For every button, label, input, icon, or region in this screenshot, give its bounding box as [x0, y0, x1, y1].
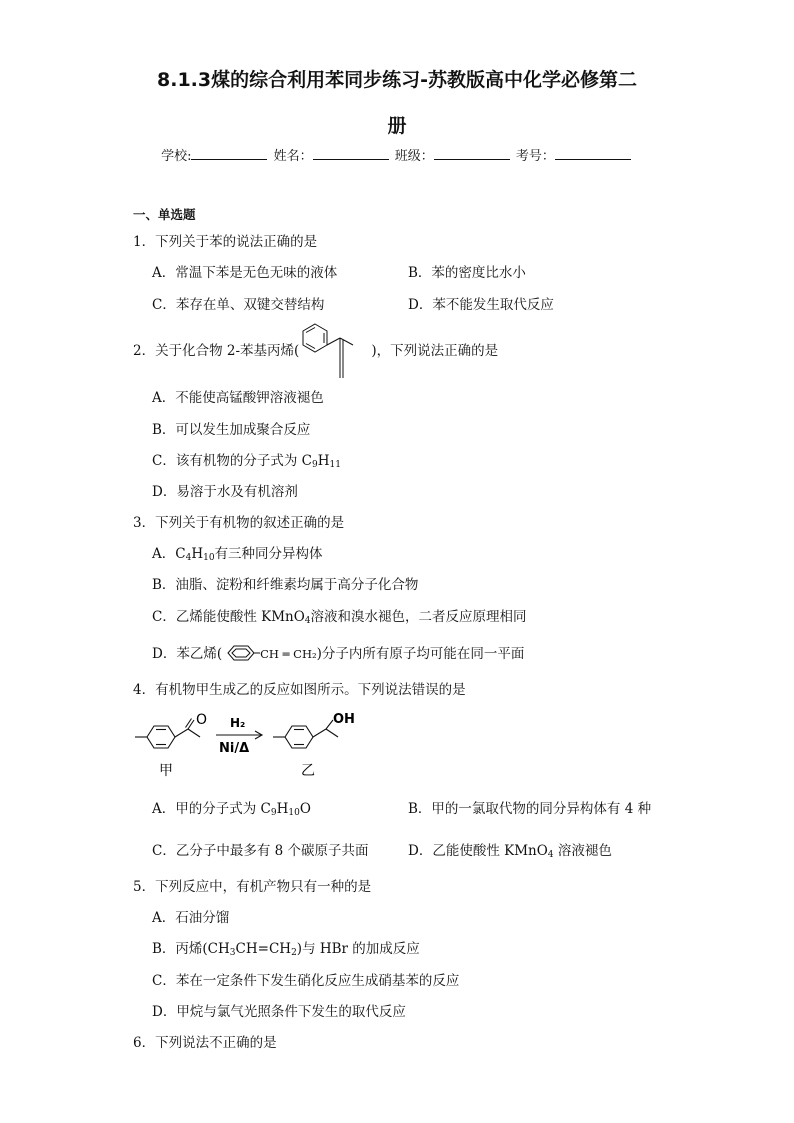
q5-b-mid: CH=CH [235, 941, 292, 957]
class-blank[interactable] [434, 146, 510, 160]
doc-title-line2: 册 [387, 115, 407, 137]
benzene-ring-icon [222, 644, 260, 662]
q2-option-c[interactable] [152, 452, 341, 470]
reactant-label: 甲 [159, 763, 173, 779]
student-info [0, 146, 794, 166]
q5-option-b[interactable] [152, 940, 420, 958]
q2-c-mid: H [317, 453, 330, 469]
q4-d-sub: 4 [547, 850, 554, 860]
q3-d-group: CH ═ CH₂ [260, 647, 317, 661]
q2-c-sub1: 9 [311, 460, 318, 470]
q5-b-sub1: 3 [229, 948, 236, 958]
q2-option-b[interactable]: B．可以发生加成聚合反应 [152, 422, 311, 438]
school-blank[interactable] [191, 146, 267, 160]
q3-a-post: 有三种同分异构体 [214, 546, 323, 562]
q3-option-d[interactable] [152, 644, 524, 663]
q1-option-a[interactable]: A．常温下苯是无色无味的液体 [152, 265, 338, 281]
class-label: 班级： [394, 149, 434, 164]
q1-option-d[interactable]: D．苯不能发生取代反应 [408, 297, 554, 313]
q5-stem: 5．下列反应中，有机产物只有一种的是 [133, 879, 372, 895]
q1-option-b[interactable]: B．苯的密度比水小 [408, 265, 526, 281]
q3-option-c[interactable] [152, 608, 527, 626]
q3-stem: 3．下列关于有机物的叙述正确的是 [133, 515, 345, 531]
q5-option-c[interactable]: C．苯在一定条件下发生硝化反应生成硝基苯的反应 [152, 973, 460, 989]
q3-option-a[interactable] [152, 545, 323, 563]
q2-c-text: C．该有机物的分子式为 C [152, 453, 312, 469]
q3-a-sub1: 4 [185, 553, 192, 563]
q2-c-sub2: 11 [329, 460, 341, 470]
q3-a-pre: A．C [152, 546, 186, 562]
carbonyl-o-label: O [196, 712, 208, 728]
hydroxyl-label: OH [333, 712, 355, 727]
q4-a-mid: H [276, 801, 289, 817]
q2-option-d[interactable]: D．易溶于水及有机溶剂 [152, 484, 298, 500]
exam-no-blank[interactable] [555, 146, 631, 160]
q3-d-pre: D．苯乙烯( [152, 646, 223, 662]
q4-a-pre: A．甲的分子式为 C [152, 801, 271, 817]
q4-a-sub1: 9 [270, 808, 277, 818]
phenylpropene-structure [295, 318, 375, 386]
doc-title-line1: 8.1.3煤的综合利用苯同步练习-苏教版高中化学必修第二 [157, 69, 637, 91]
exam-no-label: 考号： [515, 149, 555, 164]
q2-stem-pre: 2．关于化合物 2-苯基丙烯( [133, 343, 300, 359]
q5-option-a[interactable]: A．石油分馏 [152, 910, 230, 926]
reaction-scheme [133, 707, 373, 779]
q3-a-mid: H [191, 546, 204, 562]
q1-stem: 1．下列关于苯的说法正确的是 [133, 234, 318, 250]
q5-b-sub2: 2 [291, 948, 297, 958]
reagent-bottom: Ni/Δ [219, 741, 250, 756]
q2-stem-post: )，下列说法正确的是 [371, 343, 499, 359]
q5-b-post: )与 HBr 的加成反应 [296, 941, 420, 957]
q4-stem: 4．有机物甲生成乙的反应如图所示。下列说法错误的是 [133, 682, 466, 698]
q4-a-sub2: 10 [288, 808, 300, 818]
product-label: 乙 [301, 763, 315, 779]
q3-c-post: 溶液和溴水褪色，二者反应原理相同 [310, 609, 527, 625]
q4-option-a[interactable] [152, 800, 311, 818]
q5-b-pre: B．丙烯(CH [152, 941, 230, 957]
section-heading: 一、单选题 [133, 207, 196, 222]
q3-option-b[interactable]: B．油脂、淀粉和纤维素均属于高分子化合物 [152, 577, 419, 593]
q4-option-b[interactable]: B．甲的一氯取代物的同分异构体有 4 种 [408, 801, 652, 817]
q3-c-sub: 4 [304, 616, 311, 626]
q4-option-d[interactable] [408, 842, 612, 860]
q3-d-post: )分子内所有原子均可能在同一平面 [316, 646, 525, 662]
school-label: 学校: [161, 149, 192, 164]
q1-option-c[interactable]: C．苯存在单、双键交替结构 [152, 297, 325, 313]
q4-a-post: O [299, 801, 311, 817]
q4-d-pre: D．乙能使酸性 KMnO [408, 843, 548, 859]
q3-c-pre: C．乙烯能使酸性 KMnO [152, 609, 305, 625]
reagent-top: H₂ [230, 716, 246, 730]
q3-a-sub2: 10 [203, 553, 215, 563]
q4-d-post: 溶液褪色 [553, 843, 612, 859]
q4-option-c[interactable]: C．乙分子中最多有 8 个碳原子共面 [152, 843, 369, 859]
q5-option-d[interactable]: D．甲烷与氯气光照条件下发生的取代反应 [152, 1004, 406, 1020]
q2-option-a[interactable]: A．不能使高锰酸钾溶液褪色 [152, 390, 324, 406]
q6-stem: 6．下列说法不正确的是 [133, 1035, 277, 1051]
name-blank[interactable] [313, 146, 389, 160]
name-label: 姓名： [273, 149, 313, 164]
